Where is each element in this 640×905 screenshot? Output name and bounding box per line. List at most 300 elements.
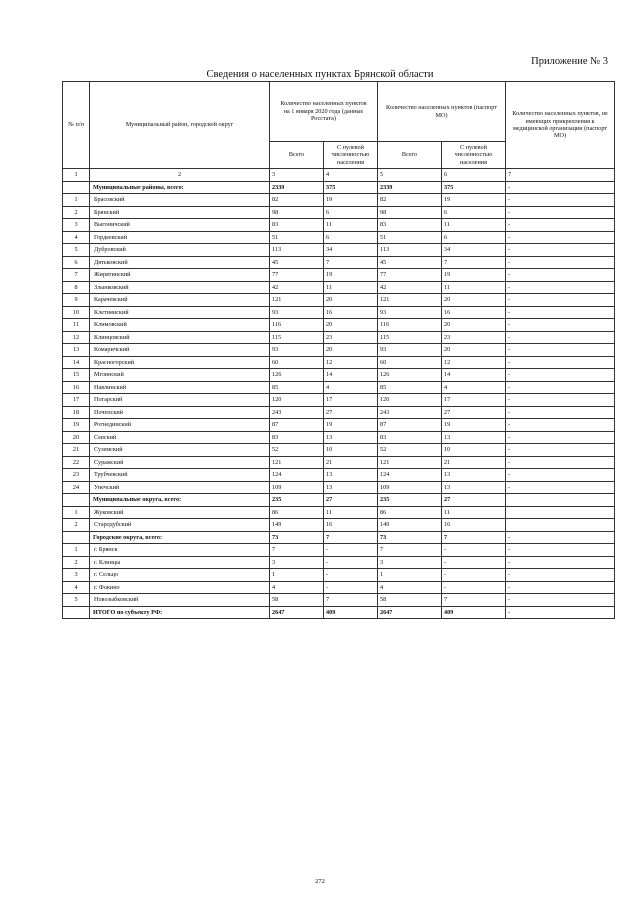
district-name: Суземский <box>90 444 270 457</box>
table-row <box>63 294 615 307</box>
table-row <box>63 519 615 532</box>
row-number: 4 <box>63 581 90 594</box>
total-rosstat: 82 <box>270 194 324 207</box>
total-rosstat: 113 <box>270 244 324 257</box>
total-rosstat: 7 <box>270 544 324 557</box>
no-medical-count: - <box>506 606 615 619</box>
zero-rosstat: 10 <box>324 444 378 457</box>
district-name: г. Брянск <box>90 544 270 557</box>
district-name: Почепский <box>90 406 270 419</box>
total-passport: 2339 <box>378 181 442 194</box>
table-row <box>63 194 615 207</box>
row-number: 20 <box>63 431 90 444</box>
total-passport: 235 <box>378 494 442 507</box>
zero-rosstat: 23 <box>324 331 378 344</box>
table-row <box>63 569 615 582</box>
district-name: Клинцовский <box>90 331 270 344</box>
total-rosstat: 77 <box>270 269 324 282</box>
zero-passport: 13 <box>442 481 506 494</box>
no-medical-count: - <box>506 444 615 457</box>
no-medical-count: - <box>506 456 615 469</box>
header-passport-group: Количество населенных пунктов (паспорт МО) <box>378 82 506 142</box>
total-rosstat: 93 <box>270 344 324 357</box>
zero-passport: 27 <box>442 406 506 419</box>
zero-passport: 7 <box>442 531 506 544</box>
zero-passport: 409 <box>442 606 506 619</box>
row-number <box>63 181 90 194</box>
total-passport: 116 <box>378 319 442 332</box>
zero-passport: 12 <box>442 356 506 369</box>
total-passport: 51 <box>378 231 442 244</box>
column-number-row <box>63 169 615 182</box>
row-number: 12 <box>63 331 90 344</box>
zero-rosstat: 7 <box>324 531 378 544</box>
table-row <box>63 256 615 269</box>
row-number: 18 <box>63 406 90 419</box>
total-passport: 126 <box>378 369 442 382</box>
zero-passport: 20 <box>442 294 506 307</box>
no-medical-count: - <box>506 406 615 419</box>
zero-rosstat: 20 <box>324 344 378 357</box>
district-name: ИТОГО по субъекту РФ: <box>90 606 270 619</box>
total-rosstat: 115 <box>270 331 324 344</box>
zero-passport: 7 <box>442 594 506 607</box>
zero-rosstat: 6 <box>324 231 378 244</box>
row-number: 4 <box>63 231 90 244</box>
zero-rosstat: 6 <box>324 206 378 219</box>
total-passport: 85 <box>378 381 442 394</box>
total-rosstat: 149 <box>270 519 324 532</box>
total-rosstat: 116 <box>270 319 324 332</box>
row-number: 22 <box>63 456 90 469</box>
district-name: Жирятинский <box>90 269 270 282</box>
table-row <box>63 431 615 444</box>
total-rosstat: 83 <box>270 431 324 444</box>
zero-passport: 11 <box>442 219 506 232</box>
row-number: 23 <box>63 469 90 482</box>
zero-rosstat: - <box>324 544 378 557</box>
table-row <box>63 544 615 557</box>
total-rosstat: 85 <box>270 381 324 394</box>
district-name: Комаричский <box>90 344 270 357</box>
zero-rosstat: 12 <box>324 356 378 369</box>
district-name: Клетнянский <box>90 306 270 319</box>
zero-passport: 23 <box>442 331 506 344</box>
district-name: Злынковский <box>90 281 270 294</box>
total-passport: 113 <box>378 244 442 257</box>
total-passport: 83 <box>378 431 442 444</box>
table-row <box>63 381 615 394</box>
total-passport: 58 <box>378 594 442 607</box>
zero-passport: 13 <box>442 469 506 482</box>
zero-rosstat: 19 <box>324 194 378 207</box>
total-passport: 2647 <box>378 606 442 619</box>
table-row <box>63 506 615 519</box>
no-medical-count: - <box>506 556 615 569</box>
zero-passport: 11 <box>442 506 506 519</box>
district-name: Новозыбковский <box>90 594 270 607</box>
zero-passport: 10 <box>442 444 506 457</box>
table-row <box>63 231 615 244</box>
row-number: 9 <box>63 294 90 307</box>
no-medical-count <box>506 519 615 532</box>
district-name: Севский <box>90 431 270 444</box>
table-body <box>63 169 615 619</box>
no-medical-count: - <box>506 319 615 332</box>
zero-passport: 21 <box>442 456 506 469</box>
zero-rosstat: 11 <box>324 506 378 519</box>
row-number: 15 <box>63 369 90 382</box>
district-name: Мглинский <box>90 369 270 382</box>
row-number: 5 <box>63 594 90 607</box>
no-medical-count: - <box>506 544 615 557</box>
table-row <box>63 481 615 494</box>
total-rosstat: 45 <box>270 256 324 269</box>
total-rosstat: 58 <box>270 594 324 607</box>
total-passport: 243 <box>378 406 442 419</box>
district-name: г. Фокино <box>90 581 270 594</box>
district-name: Погарский <box>90 394 270 407</box>
no-medical-count: - <box>506 394 615 407</box>
zero-rosstat: 16 <box>324 519 378 532</box>
total-rosstat: 109 <box>270 481 324 494</box>
zero-rosstat: 21 <box>324 456 378 469</box>
total-passport: 83 <box>378 219 442 232</box>
district-name: Брянский <box>90 206 270 219</box>
row-number <box>63 531 90 544</box>
header-total-passport: Всего <box>378 142 442 169</box>
no-medical-count: - <box>506 481 615 494</box>
no-medical-count <box>506 494 615 507</box>
zero-rosstat: 27 <box>324 406 378 419</box>
row-number: 24 <box>63 481 90 494</box>
row-number: 13 <box>63 344 90 357</box>
total-rosstat: 126 <box>270 369 324 382</box>
zero-passport: 20 <box>442 319 506 332</box>
no-medical-count: - <box>506 419 615 432</box>
no-medical-count: - <box>506 269 615 282</box>
table-row <box>63 281 615 294</box>
column-number: 1 <box>63 169 90 182</box>
zero-rosstat: 7 <box>324 256 378 269</box>
total-passport: 98 <box>378 206 442 219</box>
table-row <box>63 419 615 432</box>
zero-rosstat: 7 <box>324 594 378 607</box>
column-number: 6 <box>442 169 506 182</box>
district-name: Трубчевский <box>90 469 270 482</box>
zero-passport: 13 <box>442 431 506 444</box>
zero-rosstat: - <box>324 569 378 582</box>
total-passport: 87 <box>378 419 442 432</box>
row-number <box>63 494 90 507</box>
no-medical-count: - <box>506 569 615 582</box>
zero-passport: 6 <box>442 231 506 244</box>
header-total-rosstat: Всего <box>270 142 324 169</box>
table-row <box>63 369 615 382</box>
zero-rosstat: 34 <box>324 244 378 257</box>
row-number: 1 <box>63 194 90 207</box>
table-row <box>63 219 615 232</box>
total-passport: 60 <box>378 356 442 369</box>
table-row <box>63 269 615 282</box>
total-rosstat: 87 <box>270 419 324 432</box>
section-total-row <box>63 494 615 507</box>
no-medical-count: - <box>506 206 615 219</box>
table-row <box>63 456 615 469</box>
zero-passport: 19 <box>442 194 506 207</box>
total-passport: 1 <box>378 569 442 582</box>
district-name: Гордеевский <box>90 231 270 244</box>
district-name: Дятьковский <box>90 256 270 269</box>
row-number: 3 <box>63 569 90 582</box>
total-passport: 52 <box>378 444 442 457</box>
header-zero-passport: С нулевой численностью населения <box>442 142 506 169</box>
table-row <box>63 319 615 332</box>
no-medical-count: - <box>506 431 615 444</box>
zero-passport: 14 <box>442 369 506 382</box>
zero-rosstat: 20 <box>324 294 378 307</box>
no-medical-count: - <box>506 219 615 232</box>
zero-passport: 27 <box>442 494 506 507</box>
zero-rosstat: 409 <box>324 606 378 619</box>
table-row <box>63 394 615 407</box>
zero-passport: - <box>442 581 506 594</box>
total-passport: 115 <box>378 331 442 344</box>
district-name: Жуковский <box>90 506 270 519</box>
zero-passport: 17 <box>442 394 506 407</box>
total-rosstat: 121 <box>270 456 324 469</box>
row-number: 14 <box>63 356 90 369</box>
total-rosstat: 98 <box>270 206 324 219</box>
zero-rosstat: 11 <box>324 281 378 294</box>
zero-rosstat: 14 <box>324 369 378 382</box>
row-number: 1 <box>63 544 90 557</box>
district-name: Климовский <box>90 319 270 332</box>
zero-rosstat: 375 <box>324 181 378 194</box>
header-num: № п/п <box>63 82 90 169</box>
district-name: Дубровский <box>90 244 270 257</box>
zero-passport: 19 <box>442 269 506 282</box>
total-passport: 109 <box>378 481 442 494</box>
zero-rosstat: - <box>324 581 378 594</box>
row-number: 3 <box>63 219 90 232</box>
row-number: 11 <box>63 319 90 332</box>
district-name: Брасовский <box>90 194 270 207</box>
row-number: 2 <box>63 556 90 569</box>
row-number: 1 <box>63 506 90 519</box>
total-rosstat: 121 <box>270 294 324 307</box>
zero-rosstat: 17 <box>324 394 378 407</box>
zero-passport: 7 <box>442 256 506 269</box>
no-medical-count: - <box>506 194 615 207</box>
document-title: Сведения о населенных пунктах Брянской области <box>206 69 434 80</box>
column-number: 7 <box>506 169 615 182</box>
total-rosstat: 2339 <box>270 181 324 194</box>
zero-rosstat: 13 <box>324 431 378 444</box>
column-number: 4 <box>324 169 378 182</box>
row-number: 16 <box>63 381 90 394</box>
total-rosstat: 2647 <box>270 606 324 619</box>
total-rosstat: 60 <box>270 356 324 369</box>
total-rosstat: 52 <box>270 444 324 457</box>
no-medical-count: - <box>506 531 615 544</box>
zero-rosstat: - <box>324 556 378 569</box>
section-total-row <box>63 606 615 619</box>
no-medical-count: - <box>506 469 615 482</box>
table-row <box>63 244 615 257</box>
row-number: 8 <box>63 281 90 294</box>
total-passport: 121 <box>378 294 442 307</box>
zero-rosstat: 11 <box>324 219 378 232</box>
table-row <box>63 344 615 357</box>
district-name: Стародубский <box>90 519 270 532</box>
row-number <box>63 606 90 619</box>
column-number: 3 <box>270 169 324 182</box>
total-passport: 7 <box>378 544 442 557</box>
total-passport: 3 <box>378 556 442 569</box>
no-medical-count <box>506 506 615 519</box>
no-medical-count: - <box>506 356 615 369</box>
zero-rosstat: 13 <box>324 469 378 482</box>
zero-passport: - <box>442 556 506 569</box>
zero-passport: - <box>442 544 506 557</box>
total-rosstat: 42 <box>270 281 324 294</box>
table-row <box>63 469 615 482</box>
no-medical-count: - <box>506 181 615 194</box>
row-number: 5 <box>63 244 90 257</box>
zero-passport: 375 <box>442 181 506 194</box>
no-medical-count: - <box>506 294 615 307</box>
zero-rosstat: 19 <box>324 419 378 432</box>
zero-passport: 16 <box>442 306 506 319</box>
no-medical-count: - <box>506 231 615 244</box>
total-rosstat: 4 <box>270 581 324 594</box>
no-medical-count: - <box>506 581 615 594</box>
zero-rosstat: 16 <box>324 306 378 319</box>
total-rosstat: 3 <box>270 556 324 569</box>
row-number: 21 <box>63 444 90 457</box>
district-name: Выгоничский <box>90 219 270 232</box>
no-medical-count: - <box>506 369 615 382</box>
column-number: 2 <box>90 169 270 182</box>
total-passport: 82 <box>378 194 442 207</box>
zero-rosstat: 4 <box>324 381 378 394</box>
no-medical-count: - <box>506 594 615 607</box>
total-passport: 149 <box>378 519 442 532</box>
district-name: Муниципальные районы, всего: <box>90 181 270 194</box>
settlements-table <box>62 81 615 619</box>
no-medical-count: - <box>506 244 615 257</box>
zero-passport: 20 <box>442 344 506 357</box>
district-name: Муниципальные округа, всего: <box>90 494 270 507</box>
district-name: Суражский <box>90 456 270 469</box>
total-passport: 121 <box>378 456 442 469</box>
no-medical-count: - <box>506 281 615 294</box>
zero-rosstat: 27 <box>324 494 378 507</box>
total-passport: 86 <box>378 506 442 519</box>
total-rosstat: 235 <box>270 494 324 507</box>
row-number: 10 <box>63 306 90 319</box>
table-row <box>63 594 615 607</box>
zero-passport: 11 <box>442 281 506 294</box>
district-name: Рогнединский <box>90 419 270 432</box>
total-passport: 93 <box>378 306 442 319</box>
total-rosstat: 243 <box>270 406 324 419</box>
total-rosstat: 86 <box>270 506 324 519</box>
no-medical-count: - <box>506 256 615 269</box>
table-row <box>63 331 615 344</box>
table-row <box>63 444 615 457</box>
total-passport: 120 <box>378 394 442 407</box>
header-rosstat-group: Количество населенных пунктов на 1 января 2020 года (данные Росстата) <box>270 82 378 142</box>
zero-passport: 16 <box>442 519 506 532</box>
total-rosstat: 83 <box>270 219 324 232</box>
zero-passport: 19 <box>442 419 506 432</box>
total-passport: 124 <box>378 469 442 482</box>
row-number: 2 <box>63 519 90 532</box>
appendix-label: Приложение № 3 <box>531 56 608 67</box>
row-number: 2 <box>63 206 90 219</box>
total-passport: 4 <box>378 581 442 594</box>
column-number: 5 <box>378 169 442 182</box>
zero-passport: 34 <box>442 244 506 257</box>
table-row <box>63 356 615 369</box>
total-passport: 77 <box>378 269 442 282</box>
no-medical-count: - <box>506 381 615 394</box>
table-row <box>63 581 615 594</box>
no-medical-count: - <box>506 344 615 357</box>
header-zero-rosstat: С нулевой численностью населения <box>324 142 378 169</box>
district-name: Навлинский <box>90 381 270 394</box>
zero-passport: 4 <box>442 381 506 394</box>
header-no-medical: Количество населенных пунктов, не имеющих прикрепления к медицинской организации (паспорт МО) <box>506 82 615 169</box>
table-row <box>63 206 615 219</box>
no-medical-count: - <box>506 331 615 344</box>
zero-rosstat: 20 <box>324 319 378 332</box>
district-name: г. Сельцо <box>90 569 270 582</box>
zero-rosstat: 19 <box>324 269 378 282</box>
row-number: 6 <box>63 256 90 269</box>
district-name: Городские округа, всего: <box>90 531 270 544</box>
district-name: г. Клинцы <box>90 556 270 569</box>
zero-passport: 6 <box>442 206 506 219</box>
row-number: 19 <box>63 419 90 432</box>
row-number: 17 <box>63 394 90 407</box>
zero-rosstat: 13 <box>324 481 378 494</box>
section-total-row <box>63 531 615 544</box>
table-row <box>63 406 615 419</box>
district-name: Унечский <box>90 481 270 494</box>
district-name: Карачевский <box>90 294 270 307</box>
page-number: 272 <box>315 878 325 885</box>
total-passport: 73 <box>378 531 442 544</box>
total-rosstat: 51 <box>270 231 324 244</box>
total-rosstat: 1 <box>270 569 324 582</box>
zero-passport: - <box>442 569 506 582</box>
table-row <box>63 556 615 569</box>
no-medical-count: - <box>506 306 615 319</box>
table-row <box>63 306 615 319</box>
table-header <box>63 82 615 169</box>
total-rosstat: 124 <box>270 469 324 482</box>
total-passport: 45 <box>378 256 442 269</box>
total-passport: 93 <box>378 344 442 357</box>
header-district: Муниципальный район, городской округ <box>90 82 270 169</box>
total-rosstat: 73 <box>270 531 324 544</box>
row-number: 7 <box>63 269 90 282</box>
total-rosstat: 93 <box>270 306 324 319</box>
section-total-row <box>63 181 615 194</box>
